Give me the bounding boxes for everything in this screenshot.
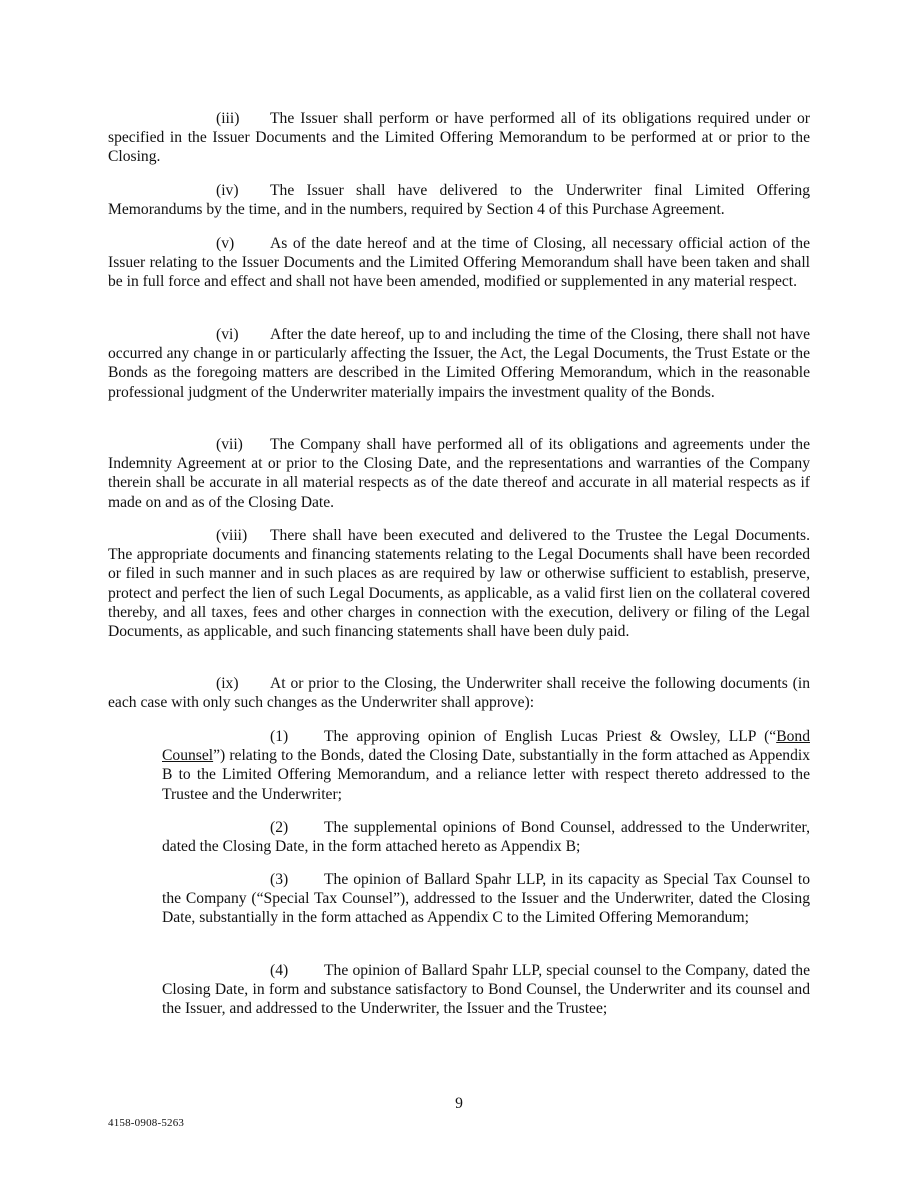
subparagraph-text: The supplemental opinions of Bond Counsel, addressed to the Underwriter, dated the Closing Date, in the form attached hereto as Appendix B; [162, 819, 810, 856]
paragraph-iv [108, 181, 810, 219]
paragraph-v [108, 234, 810, 292]
subparagraph-text: The opinion of Ballard Spahr LLP, in its capacity as Special Tax Counsel to the Company (“Special Tax Counsel”), addressed to the Issuer and the Underwriter, dated the Closing Date, substantially in the form attached as Appendix C to the Limited Offering Memorandum; [162, 871, 810, 927]
paragraph-text: There shall have been executed and delivered to the Trustee the Legal Documents. The appropriate documents and financing statements relating to the Legal Documents shall have been recorded or filed in such manner and in such places as are required by law or otherwise sufficient to establish, preserve, protect and perfect the lien of such Legal Documents, as applicable, as a valid first lien on the collateral covered thereby, and all taxes, fees and other charges in connection with the execution, delivery or filing of the Legal Documents, as applicable, and such financing statements shall have been duly paid. [108, 527, 810, 641]
defined-term: Bond Counsel [162, 728, 810, 765]
paragraph-ix [108, 674, 810, 712]
paragraph-number: (v) [216, 235, 235, 252]
paragraph-text: The Company shall have performed all of its obligations and agreements under the Indemnity Agreement at or prior to the Closing Date, and the representations and warranties of the Company therein shall be accurate in all material respects as of the date thereof and accurate in all material respects as if made on and as of the Closing Date. [108, 436, 810, 511]
paragraph-viii [108, 526, 810, 641]
paragraph-text: The Issuer shall have delivered to the Underwriter final Limited Offering Memorandums by the time, and in the numbers, required by Section 4 of this Purchase Agreement. [108, 182, 810, 219]
subparagraph-text-cont: ”) relating to the Bonds, dated the Closing Date, substantially in the form attached as Appendix B to the Limited Offering Memorandum, and a reliance letter with respect thereto addressed to the Trustee and the Underwriter; [162, 747, 810, 803]
paragraph-text: As of the date hereof and at the time of Closing, all necessary official action of the Issuer relating to the Issuer Documents and the Limited Offering Memorandum shall have been taken and shall be in full force and effect and shall not have been amended, modified or supplemented in any material respect. [108, 235, 810, 291]
paragraph-number: (iv) [216, 182, 239, 199]
paragraph-text: The Issuer shall perform or have performed all of its obligations required under or specified in the Issuer Documents and the Limited Offering Memorandum to be performed at or prior to the Closing. [108, 110, 810, 166]
subparagraph-3 [162, 870, 810, 928]
paragraph-iii [108, 109, 810, 167]
paragraph-text: At or prior to the Closing, the Underwriter shall receive the following documents (in each case with only such changes as the Underwriter shall approve): [108, 675, 810, 712]
paragraph-text: After the date hereof, up to and including the time of the Closing, there shall not have occurred any change in or particularly affecting the Issuer, the Act, the Legal Documents, the Trust Estate or the Bonds as the foregoing matters are described in the Limited Offering Memorandum, which in the reasonable professional judgment of the Underwriter materially impairs the investment quality of the Bonds. [108, 326, 810, 401]
paragraph-vi [108, 325, 810, 402]
paragraph-number: (vi) [216, 326, 239, 343]
subparagraph-number: (4) [270, 962, 289, 979]
subparagraph-number: (3) [270, 871, 289, 888]
paragraph-vii [108, 435, 810, 512]
subparagraph-1 [162, 727, 810, 804]
paragraph-number: (vii) [216, 436, 243, 453]
subparagraph-number: (1) [270, 728, 289, 745]
paragraph-number: (ix) [216, 675, 239, 692]
page-number: 9 [455, 1095, 463, 1112]
subparagraph-number: (2) [270, 819, 289, 836]
document-id: 4158-0908-5263 [108, 1117, 185, 1129]
paragraph-number: (viii) [216, 527, 248, 544]
subparagraph-4 [162, 961, 810, 1019]
subparagraph-text: The approving opinion of English Lucas Priest & Owsley, LLP (“ [324, 728, 777, 745]
subparagraph-text: The opinion of Ballard Spahr LLP, special counsel to the Company, dated the Closing Date, in form and substance satisfactory to Bond Counsel, the Underwriter and its counsel and the Issuer, and addressed to the Underwriter, the Issuer and the Trustee; [162, 962, 810, 1018]
paragraph-number: (iii) [216, 110, 240, 127]
subparagraph-2 [162, 818, 810, 856]
